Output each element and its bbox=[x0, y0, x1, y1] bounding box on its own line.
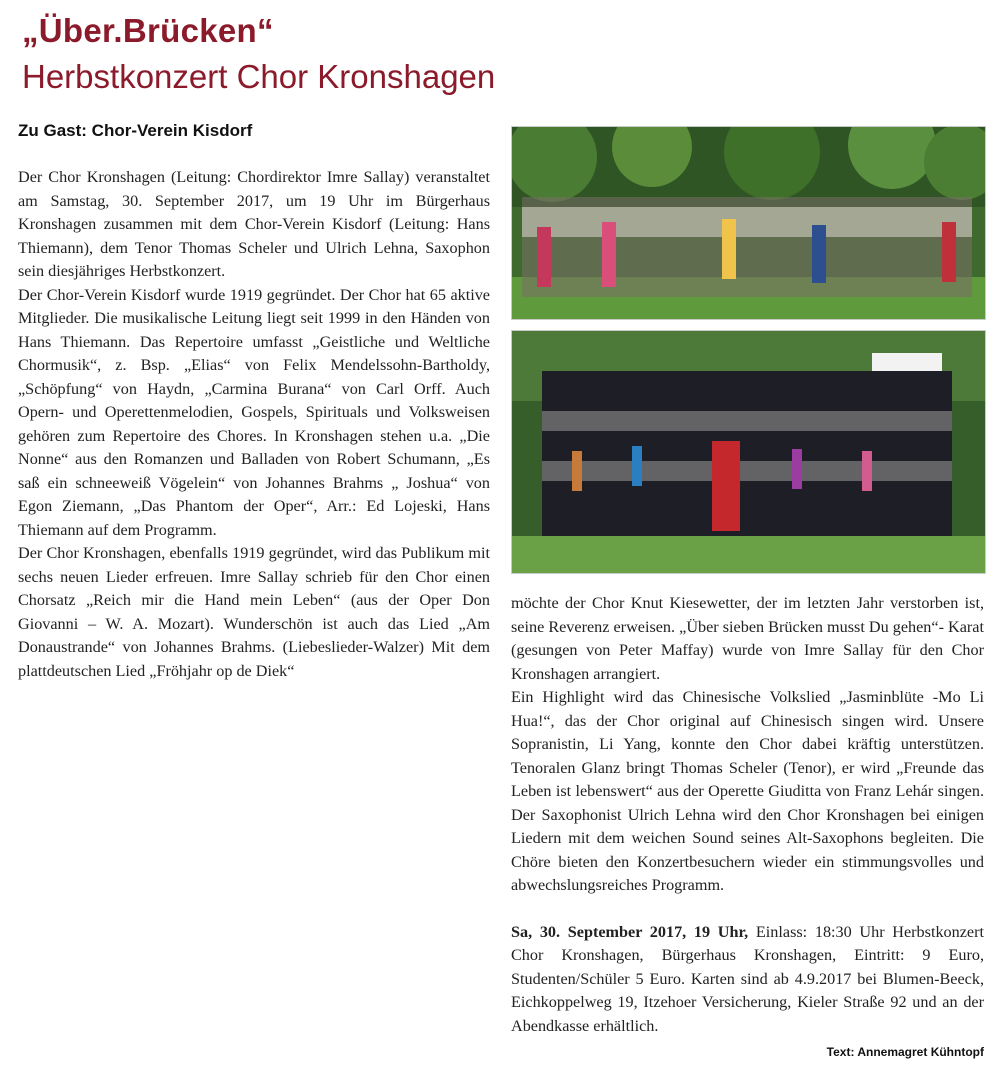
event-details: Einlass: 18:30 Uhr Herbstkonzert Chor Kronshagen, Bürgerhaus Kronshagen, Eintritt: 9 Euro, Studenten/Schüler 5 Euro. Karten sind ab 4.9.2017 bei Blumen-Beeck, Eichkoppelweg 19, Itzehoer Versicherung, Kieler Straße 92 und an der Abendkasse erhältlich. bbox=[511, 922, 984, 1035]
section-heading: Zu Gast: Chor-Verein Kisdorf bbox=[18, 121, 253, 140]
paragraph-kronshagen: Der Chor Kronshagen, ebenfalls 1919 gegründet, wird das Publikum mit sechs neuen Lieder erfreuen. Imre Sallay schrieb für den Chor einen Chorsatz „Reich mir die Hand mein Leben“ (aus der Oper Don Giovanni – W. A. Mozart). Wunderschön ist auch das Lied „Am Donaustrande“ von Johannes Brahms. (Liebeslieder-Walzer) Mit dem plattdeutschen Lied „Fröhjahr op de Diek“ bbox=[18, 544, 490, 680]
paragraph-kisdorf: Der Chor-Verein Kisdorf wurde 1919 gegründet. Der Chor hat 65 aktive Mitglieder. Die musikalische Leitung liegt seit 1999 in den Händen von Hans Thiemann. Das Repertoire umfasst „Geistliche und Weltliche Chormusik“, z. Bsp. „Elias“ von Felix Mendelssohn-Bartholdy, „Schöpfung“ von Haydn, „Carmina Burana“ von Carl Orff. Auch Opern- und Operettenmelodien, Gospels, Spirituals und Volksweisen gehören zum Repertoire des Chores. In Kronshagen stehen u.a. „Die Nonne“ aus den Romanzen und Balladen von Robert Schumann, „Es saß ein schneeweiß Vögelein“ von Johannes Brahms „ Joshua“ von Egon Ziemann, „Das Phantom der Oper“, Arr.: Ed Lojeski, Hans Thiemann auf dem Programm. bbox=[18, 285, 490, 539]
choir-photo-kisdorf bbox=[511, 126, 986, 320]
event-date: Sa, 30. September 2017, 19 Uhr, bbox=[511, 922, 749, 941]
paragraph-highlight: Ein Highlight wird das Chinesische Volkslied „Jasminblüte -Mo Li Hua!“, das der Chor original auf Chinesisch singen wird. Unsere Sopranistin, Li Yang, konnte den Chor dabei kräftig unterstützen. Tenoralen Glanz bringt Thomas Scheler (Tenor), er wird „Freunde das Leben ist lebenswert“ aus der Operette Giuditta von Franz Lehár singen. Der Saxophonist Ulrich Lehna wird den Chor Kronshagen bei einigen Liedern mit dem weichen Sound seines Alt-Saxophons begleiten. Die Chöre bieten den Konzertbesuchern wieder ein stimmungsvolles und abwechslungsreiches Programm. bbox=[511, 688, 984, 894]
event-info bbox=[511, 921, 984, 1039]
article-title: „Über.Brücken“ bbox=[22, 12, 274, 49]
paragraph-kiesewetter: möchte der Chor Knut Kiesewetter, der im letzten Jahr verstorben ist, seine Reverenz erweisen. „Über sieben Brücken musst Du gehen“- Karat (gesungen von Peter Maffay) wurde von Imre Sallay für den Chor Kronshagen arrangiert. bbox=[511, 594, 984, 683]
choir-photo-kronshagen bbox=[511, 330, 986, 574]
left-column bbox=[18, 166, 490, 683]
right-column bbox=[511, 592, 984, 1038]
author-credit: Text: Annemagret Kühntopf bbox=[826, 1045, 984, 1059]
article-subtitle: Herbstkonzert Chor Kronshagen bbox=[22, 58, 496, 95]
paragraph-intro: Der Chor Kronshagen (Leitung: Chordirektor Imre Sallay) veranstaltet am Samstag, 30. September 2017, um 19 Uhr im Bürgerhaus Kronshagen zusammen mit dem Chor-Verein Kisdorf (Leitung: Hans Thiemann), dem Tenor Thomas Scheler und Ulrich Lehna, Saxophon sein diesjähriges Herbstkonzert. bbox=[18, 168, 490, 280]
